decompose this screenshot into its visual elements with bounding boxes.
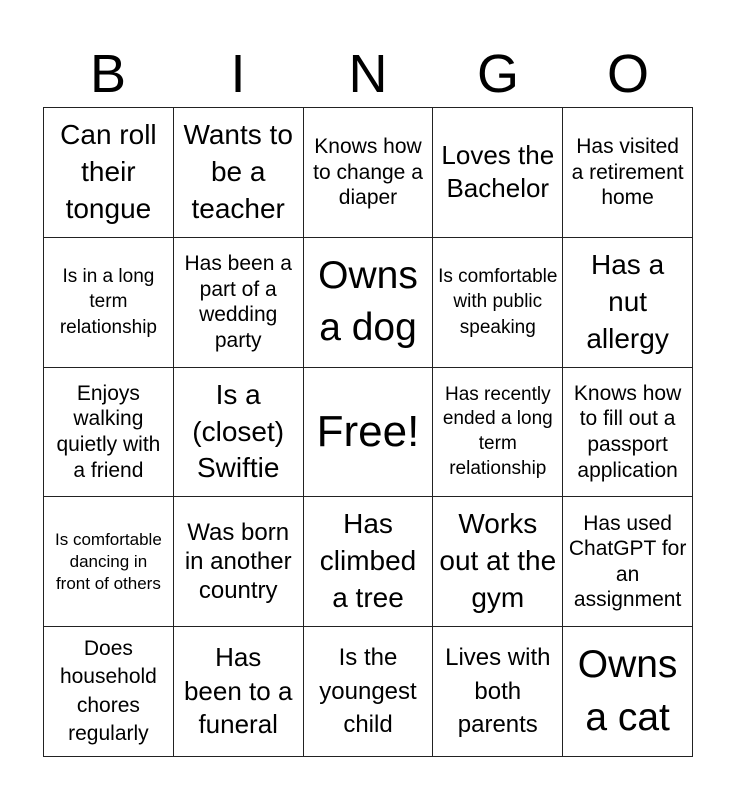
bingo-cell[interactable] (563, 238, 693, 368)
bingo-cell[interactable] (44, 368, 174, 498)
bingo-cell[interactable] (304, 238, 434, 368)
cell-text: Works out at the gym (439, 508, 557, 614)
bingo-cell[interactable] (433, 368, 563, 498)
bingo-cell[interactable] (304, 497, 434, 627)
header-letter-o: O (606, 44, 649, 104)
bingo-cell[interactable] (433, 108, 563, 238)
cell-text: Has recently ended a long term relationship (442, 383, 553, 479)
cell-text: Can roll their tongue (60, 118, 157, 224)
bingo-cell[interactable] (174, 368, 304, 498)
cell-text: Owns a cat (577, 642, 678, 739)
cell-text: Is the youngest child (319, 644, 417, 739)
bingo-cell[interactable] (44, 627, 174, 757)
cell-text: Has a nut allergy (586, 248, 669, 354)
cell-text: Knows how to change a diaper (313, 134, 423, 210)
bingo-cell[interactable] (563, 108, 693, 238)
cell-text: Does household chores regularly (59, 636, 157, 745)
cell-text: Is comfortable dancing in front of others (55, 529, 162, 593)
bingo-cell[interactable] (174, 238, 304, 368)
cell-text: Has used ChatGPT for an assignment (568, 511, 687, 612)
free-space-label: Free! (316, 406, 420, 456)
cell-text: Is a (closet) Swiftie (192, 378, 285, 484)
bingo-header (43, 40, 693, 108)
bingo-cell free-space[interactable] (304, 368, 434, 498)
header-letter-b: B (89, 44, 127, 104)
cell-text: Owns a dog (318, 253, 418, 350)
bingo-cell[interactable] (563, 627, 693, 757)
bingo-cell[interactable] (433, 627, 563, 757)
bingo-cell[interactable] (174, 627, 304, 757)
cell-text: Has climbed a tree (319, 508, 417, 614)
bingo-cell[interactable] (563, 368, 693, 498)
cell-text: Enjoys walking quietly with a friend (56, 381, 161, 482)
cell-text: Is in a long term relationship (59, 265, 157, 339)
cell-text: Was born in another country (184, 518, 292, 605)
header-letter-i: I (230, 44, 246, 104)
bingo-cell[interactable] (304, 108, 434, 238)
header-letter-n: N (348, 44, 388, 104)
cell-text: Lives with both parents (445, 644, 551, 739)
bingo-cell[interactable] (174, 497, 304, 627)
bingo-cell[interactable] (44, 108, 174, 238)
bingo-cell[interactable] (174, 108, 304, 238)
bingo-cell[interactable] (44, 238, 174, 368)
bingo-cell[interactable] (433, 238, 563, 368)
bingo-cell[interactable] (304, 627, 434, 757)
cell-text: Knows how to fill out a passport application (573, 381, 682, 482)
cell-text: Is comfortable with public speaking (438, 265, 558, 339)
cell-text: Loves the Bachelor (441, 139, 555, 204)
cell-text: Has been a part of a wedding party (184, 251, 292, 352)
bingo-cell[interactable] (563, 497, 693, 627)
cell-text: Wants to be a teacher (183, 118, 293, 224)
bingo-grid (43, 107, 693, 757)
cell-text: Has been to a funeral (183, 641, 293, 740)
bingo-cell[interactable] (433, 497, 563, 627)
cell-text: Has visited a retirement home (571, 134, 684, 210)
header-letter-g: G (476, 44, 519, 104)
bingo-cell[interactable] (44, 497, 174, 627)
